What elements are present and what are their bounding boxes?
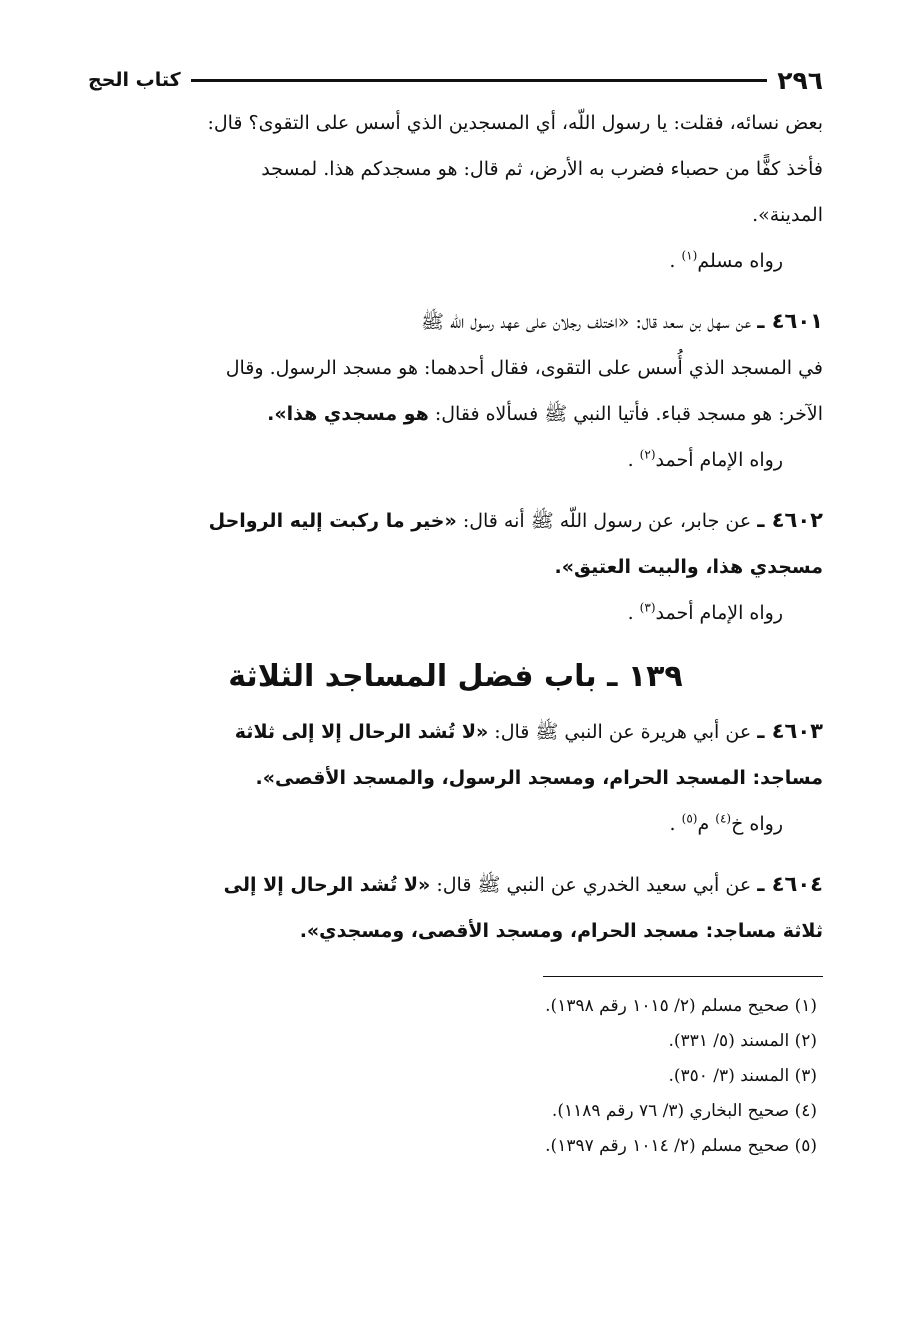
- hadith-4602-line-2: مسجدي هذا، والبيت العتيق».: [554, 556, 823, 578]
- riwaya-line: [88, 590, 823, 636]
- hadith-4603-line-1: [88, 708, 823, 755]
- hadith-bold-text: «خير ما ركبت إليه الرواحل: [208, 510, 457, 532]
- riwaya-text: رواه خ: [731, 813, 783, 835]
- hadith-4601-line-2: في المسجد الذي أُسس على التقوى، فقال أحدهما: هو مسجد الرسول. وقال: [225, 357, 823, 379]
- hadith-bold-text: هو مسجدي هذا».: [267, 403, 429, 425]
- riwaya-text: رواه الإمام أحمد: [655, 602, 783, 624]
- hadith-text: الآخر: هو مسجد قباء. فأتيا النبي ﷺ فسألاه فقال:: [434, 403, 823, 425]
- continuation-line-3: المدينة».: [752, 204, 823, 226]
- riwaya-line: [88, 801, 823, 847]
- footnote-item: (١) صحيح مسلم (٢/ ١٠١٥ رقم ١٣٩٨).: [545, 996, 817, 1016]
- footnote-ref: (٥): [681, 811, 698, 826]
- hadith-text: عن سهل بن سعد قال: «اختلف رجلان على عهد رسول اللّه ﷺ: [421, 311, 752, 333]
- riwaya-text: رواه مسلم: [697, 250, 783, 272]
- riwaya-text: م: [697, 813, 716, 835]
- hadith-bold-text: «لا تُشد الرحال إلا إلى: [223, 874, 431, 896]
- continuation-line-1: بعض نسائه، فقلت: يا رسول اللّه، أي المسجدين الذي أسس على التقوى؟ قال:: [207, 112, 823, 134]
- riwaya-line: [88, 437, 823, 483]
- hadith-text: عن جابر، عن رسول اللّه ﷺ أنه قال:: [462, 510, 752, 532]
- hadith-4601-line-1: [88, 298, 823, 345]
- book-page: [88, 60, 823, 1164]
- riwaya-end: .: [669, 813, 682, 835]
- hadith-number: ٤٦٠٢ ـ: [757, 508, 823, 532]
- footnote-item: (٤) صحيح البخاري (٣/ ٧٦ رقم ١١٨٩).: [551, 1101, 817, 1121]
- footnote-ref: (٢): [639, 447, 656, 462]
- chapter-heading: ١٣٩ ـ باب فضل المساجد الثلاثة: [228, 659, 683, 694]
- footnote-item: (٣) المسند (٣/ ٣٥٠).: [668, 1066, 817, 1086]
- hadith-number: ٤٦٠٤ ـ: [757, 872, 823, 896]
- hadith-4603-line-2: مساجد: المسجد الحرام، ومسجد الرسول، والمسجد الأقصى».: [255, 767, 823, 789]
- hadith-number: ٤٦٠٣ ـ: [757, 719, 823, 743]
- riwaya-end: .: [627, 602, 640, 624]
- hadith-text: عن أبي سعيد الخدري عن النبي ﷺ قال:: [436, 874, 752, 896]
- footnote-item: (٢) المسند (٥/ ٣٣١).: [668, 1031, 817, 1051]
- riwaya-text: رواه الإمام أحمد: [655, 449, 783, 471]
- running-title: كتاب الحج: [88, 69, 181, 91]
- page-header: [88, 60, 823, 100]
- hadith-number: ٤٦٠١ ـ: [757, 309, 823, 333]
- riwaya-end: .: [627, 449, 640, 471]
- hadith-4604-line-2: ثلاثة مساجد: مسجد الحرام، ومسجد الأقصى، ومسجدي».: [299, 920, 823, 942]
- footnote-divider: [543, 976, 823, 977]
- hadith-bold-text: «لا تُشد الرحال إلا إلى ثلاثة: [234, 721, 489, 743]
- header-rule: [191, 79, 768, 82]
- footnote-item: (٥) صحيح مسلم (٢/ ١٠١٤ رقم ١٣٩٧).: [545, 1136, 817, 1156]
- page-number: ٢٩٦: [777, 65, 823, 95]
- hadith-4604-line-1: [88, 861, 823, 908]
- hadith-text: عن أبي هريرة عن النبي ﷺ قال:: [494, 721, 752, 743]
- hadith-4601-line-3: [88, 391, 823, 437]
- continuation-line-2: فأخذ كفًّا من حصباء فضرب به الأرض، ثم قال: هو مسجدكم هذا. لمسجد: [261, 158, 823, 180]
- footnote-ref: (٣): [639, 600, 656, 615]
- footnote-ref: (٤): [715, 811, 732, 826]
- riwaya-line: [88, 238, 823, 284]
- hadith-4602-line-1: [88, 497, 823, 544]
- riwaya-end: .: [669, 250, 682, 272]
- footnotes-list: [88, 989, 823, 1164]
- footnote-ref: (١): [681, 248, 698, 263]
